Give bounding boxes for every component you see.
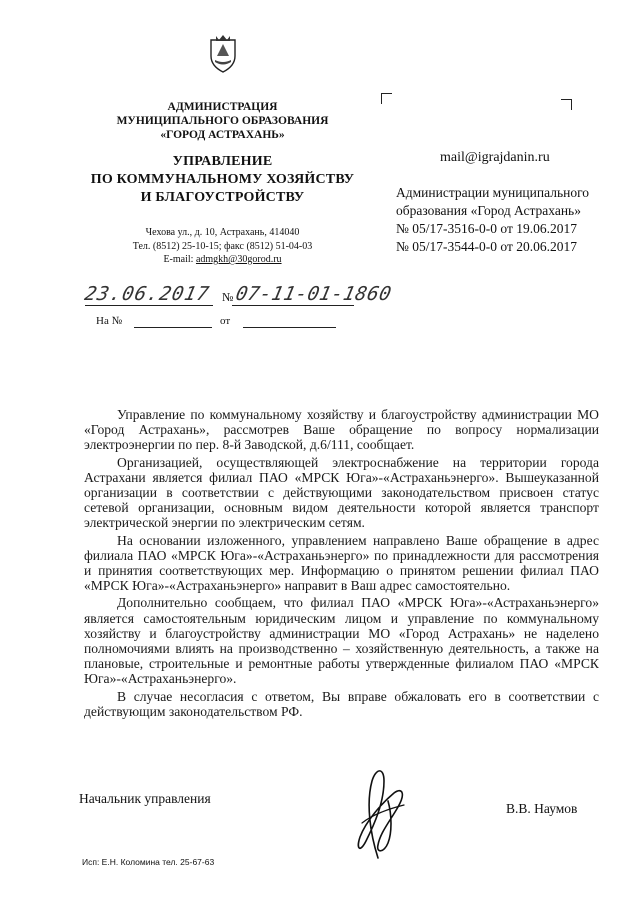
address-corner-left: [381, 93, 392, 104]
email-link[interactable]: admgkh@30gorod.ru: [195, 254, 282, 265]
body-paragraph: Организацией, осуществляющей электроснабжение на территории города Астрахани является филиал ПАО «МРСК Юга»-«Астраханьэнерго». Вышеуказанной организации в соответствии с действующими законодательством присвоен статус сетевой организации, основным видом деятельности которой является транспорт электрической энергии по электрическим сетям.: [84, 454, 599, 531]
dept-line: И БЛАГОУСТРОЙСТВУ: [140, 190, 305, 205]
coat-of-arms-icon: [207, 34, 239, 74]
body-paragraph: Управление по коммунальному хозяйству и благоустройству администрации МО «Город Астрахань», рассмотрев Ваше обращение по вопросу нормализации электроэнергии по пер. 8-й Заводской, д.6/111, сообщает.: [84, 407, 599, 453]
recipient-line: Администрации муниципального: [396, 185, 590, 200]
body-paragraph: На основании изложенного, управлением направлено Ваше обращение в адрес филиала ПАО «МРСК Юга»-«Астраханьэнерго» по принадлежности для рассмотрения и принятия соответствующих мер. Информацию о принятом решении филиал ПАО «МРСК Юга»-«Астраханьэнерго» направит в Ваш адрес самостоятельно.: [84, 532, 599, 594]
org-line: АДМИНИСТРАЦИЯ: [167, 101, 278, 113]
org-line: МУНИЦИПАЛЬНОГО ОБРАЗОВАНИЯ: [116, 115, 329, 127]
email-label: E-mail:: [163, 254, 194, 265]
reference-date-label: от: [220, 315, 231, 327]
letterhead-contacts: [95, 226, 350, 267]
recipient-line: № 05/17-3516-0-0 от 19.06.2017: [396, 221, 577, 236]
date-underline: [85, 305, 213, 306]
email-line: [95, 253, 350, 267]
number-sign: №: [222, 290, 234, 304]
dept-line: УПРАВЛЕНИЕ: [172, 154, 273, 169]
body-paragraph: В случае несогласия с ответом, Вы вправе обжаловать его в соответствии с действующим законодательством РФ.: [84, 688, 599, 719]
address-corner-right: [561, 99, 572, 110]
recipient-block: [396, 184, 616, 256]
handwritten-date: 23.06.2017: [82, 283, 212, 305]
number-underline: [232, 305, 354, 306]
executor-note: Исп: Е.Н. Коломина тел. 25-67-63: [82, 857, 215, 867]
reference-number-label: На №: [96, 315, 123, 327]
letterhead-organization: [95, 100, 350, 142]
reference-number-blank: [134, 327, 212, 328]
recipient-line: № 05/17-3544-0-0 от 20.06.2017: [396, 239, 577, 254]
handwritten-number: 07-11-01-1860: [233, 283, 394, 305]
body-paragraph: Дополнительно сообщаем, что филиал ПАО «МРСК Юга»-«Астраханьэнерго» является самостоятельным юридическим лицом и управление по коммунальному хозяйству и благоустройству администрации МО «Город Астрахань» не наделено полномочиями влиять на производственно – хозяйственную деятельность, а также на плановые, строительные и ремонтные работы утвержденные филиалом ПАО «МРСК Юга»-«Астраханьэнерго».: [84, 595, 599, 687]
signatory-title: Начальник управления: [79, 791, 211, 806]
reference-date-blank: [243, 327, 336, 328]
recipient-line: образования «Город Астрахань»: [396, 203, 581, 218]
handwritten-signature: [348, 763, 410, 863]
letter-body: [84, 407, 599, 721]
address: Чехова ул., д. 10, Астрахань, 414040: [145, 227, 300, 238]
phones: Тел. (8512) 25-10-15; факс (8512) 51-04-03: [132, 240, 313, 252]
org-line: «ГОРОД АСТРАХАНЬ»: [160, 129, 285, 141]
signatory-name: В.В. Наумов: [506, 801, 578, 816]
recipient-email: mail@igrajdanin.ru: [440, 150, 550, 165]
letterhead-department: [85, 153, 360, 207]
dept-line: ПО КОММУНАЛЬНОМУ ХОЗЯЙСТВУ: [90, 172, 355, 187]
